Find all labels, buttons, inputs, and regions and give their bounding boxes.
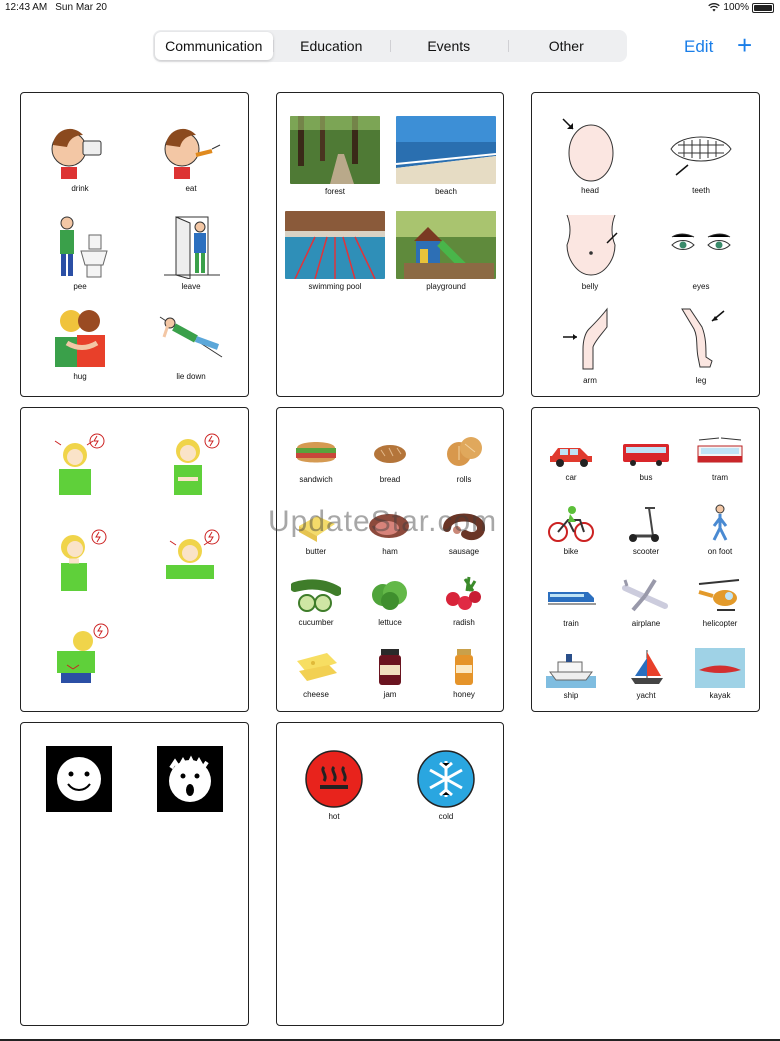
- tile-car[interactable]: car: [540, 436, 602, 482]
- on-foot-icon: [695, 504, 745, 544]
- tile-head[interactable]: head: [556, 115, 624, 195]
- tile-airplane[interactable]: airplane: [615, 576, 677, 628]
- tile-forest[interactable]: forest: [289, 116, 381, 196]
- helicopter-icon: [695, 576, 745, 616]
- tile-surprised[interactable]: [157, 746, 223, 814]
- add-button[interactable]: [737, 32, 752, 58]
- edit-button[interactable]: Edit: [684, 37, 714, 56]
- leg-icon: [668, 305, 734, 373]
- status-bar: [0, 0, 780, 16]
- tile-leave[interactable]: leave: [156, 215, 226, 291]
- bus-icon: [621, 436, 671, 470]
- card-transport[interactable]: [531, 407, 760, 712]
- eyes-icon: [668, 211, 734, 279]
- tile-sandwich[interactable]: sandwich: [284, 432, 348, 484]
- tile-scooter[interactable]: scooter: [615, 504, 677, 556]
- tile-earache[interactable]: [158, 529, 224, 595]
- cucumber-icon: [291, 575, 341, 615]
- battery-percent: 100%: [723, 2, 749, 13]
- tile-yacht[interactable]: yacht: [615, 648, 677, 700]
- swimming-pool-photo: [285, 211, 385, 279]
- cheese-icon: [291, 647, 341, 687]
- tile-train[interactable]: train: [540, 576, 602, 628]
- forest-photo: [290, 116, 380, 184]
- tile-pee[interactable]: pee: [45, 215, 115, 291]
- tile-cheese[interactable]: cheese: [284, 647, 348, 699]
- belly-icon: [557, 211, 623, 279]
- tram-icon: [695, 436, 745, 470]
- happy-face-icon: [46, 746, 112, 812]
- honey-icon: [439, 647, 489, 687]
- status-time: 12:43 AM: [5, 2, 48, 13]
- leave-icon: [158, 215, 224, 279]
- tile-headache[interactable]: [47, 433, 113, 499]
- bike-icon: [546, 504, 596, 544]
- card-temperature[interactable]: [276, 722, 504, 1026]
- tile-bike[interactable]: bike: [540, 504, 602, 556]
- head-icon: [557, 115, 623, 183]
- tile-lie-down[interactable]: lie down: [156, 307, 226, 381]
- tile-jam[interactable]: jam: [358, 647, 422, 699]
- card-places[interactable]: [276, 92, 504, 397]
- earache-icon: [158, 529, 224, 593]
- tile-playground[interactable]: playground: [395, 211, 497, 291]
- beach-photo: [396, 116, 496, 184]
- tile-honey[interactable]: honey: [432, 647, 496, 699]
- card-pain[interactable]: [20, 407, 249, 712]
- tile-butter[interactable]: butter: [284, 504, 348, 556]
- tile-helicopter[interactable]: helicopter: [689, 576, 751, 628]
- tile-hot[interactable]: hot: [303, 749, 365, 821]
- tile-hug[interactable]: hug: [45, 307, 115, 381]
- tile-leg[interactable]: leg: [667, 305, 735, 385]
- tile-bus[interactable]: bus: [615, 436, 677, 482]
- kayak-icon: [695, 648, 745, 688]
- sausage-icon: [439, 504, 489, 544]
- sore-throat-icon: [47, 529, 113, 593]
- arm-icon: [557, 305, 623, 373]
- card-body[interactable]: [531, 92, 760, 397]
- tile-arm[interactable]: arm: [556, 305, 624, 385]
- tab-events[interactable]: Events: [390, 32, 508, 60]
- status-date: Sun Mar 20: [55, 2, 107, 13]
- car-icon: [546, 436, 596, 470]
- teeth-icon: [668, 115, 734, 183]
- lie-down-icon: [158, 307, 224, 369]
- tile-bread[interactable]: bread: [358, 432, 422, 484]
- sandwich-icon: [291, 432, 341, 472]
- watermark: UpdateStar.com: [268, 505, 498, 538]
- ship-icon: [546, 648, 596, 688]
- jam-icon: [365, 647, 415, 687]
- wifi-icon: [708, 3, 720, 12]
- train-icon: [546, 576, 596, 616]
- drink-icon: [47, 123, 113, 181]
- surprised-face-icon: [157, 746, 223, 812]
- scooter-icon: [621, 504, 671, 544]
- tab-other[interactable]: Other: [508, 32, 626, 60]
- tile-eat[interactable]: eat: [156, 123, 226, 193]
- tile-stomachache[interactable]: [158, 433, 224, 499]
- tile-ham[interactable]: ham: [358, 504, 422, 556]
- tile-tram[interactable]: tram: [689, 436, 751, 482]
- tile-teeth[interactable]: teeth: [667, 115, 735, 195]
- tab-education[interactable]: Education: [273, 32, 391, 60]
- playground-photo: [396, 211, 496, 279]
- backache-icon: [47, 623, 113, 687]
- stomachache-icon: [158, 433, 224, 497]
- tile-eyes[interactable]: eyes: [667, 211, 735, 291]
- tile-beach[interactable]: beach: [395, 116, 497, 196]
- card-emotions[interactable]: [20, 722, 249, 1026]
- butter-icon: [291, 504, 341, 544]
- tile-kayak[interactable]: kayak: [689, 648, 751, 700]
- radish-icon: [439, 575, 489, 615]
- hug-icon: [47, 307, 113, 369]
- tile-swimming-pool[interactable]: swimming pool: [284, 211, 386, 291]
- rolls-icon: [439, 432, 489, 472]
- card-food[interactable]: [276, 407, 504, 712]
- plus-icon: +: [737, 30, 753, 60]
- airplane-icon: [621, 576, 671, 616]
- tile-ship[interactable]: ship: [540, 648, 602, 700]
- hot-icon: [304, 749, 364, 809]
- bread-icon: [365, 432, 415, 472]
- lettuce-icon: [365, 575, 415, 615]
- tile-rolls[interactable]: rolls: [432, 432, 496, 484]
- tile-drink[interactable]: drink: [45, 123, 115, 193]
- tile-lettuce[interactable]: lettuce: [358, 575, 422, 627]
- yacht-icon: [621, 648, 671, 688]
- pee-icon: [47, 215, 113, 279]
- battery-icon: [752, 3, 774, 13]
- tile-cucumber[interactable]: cucumber: [284, 575, 348, 627]
- card-actions[interactable]: [20, 92, 249, 397]
- snowflake-icon: [416, 749, 476, 809]
- tile-radish[interactable]: radish: [432, 575, 496, 627]
- tile-belly[interactable]: belly: [556, 211, 624, 291]
- headache-icon: [47, 433, 113, 497]
- tile-sore-throat[interactable]: [47, 529, 113, 595]
- tab-communication[interactable]: Communication: [155, 32, 273, 60]
- tile-happy[interactable]: [46, 746, 112, 814]
- category-tabs: [153, 30, 627, 62]
- tile-backache[interactable]: [47, 623, 113, 689]
- tile-sausage[interactable]: sausage: [432, 504, 496, 556]
- tile-on-foot[interactable]: on foot: [689, 504, 751, 556]
- eat-icon: [158, 123, 224, 181]
- ham-icon: [365, 504, 415, 544]
- tile-cold[interactable]: cold: [415, 749, 477, 821]
